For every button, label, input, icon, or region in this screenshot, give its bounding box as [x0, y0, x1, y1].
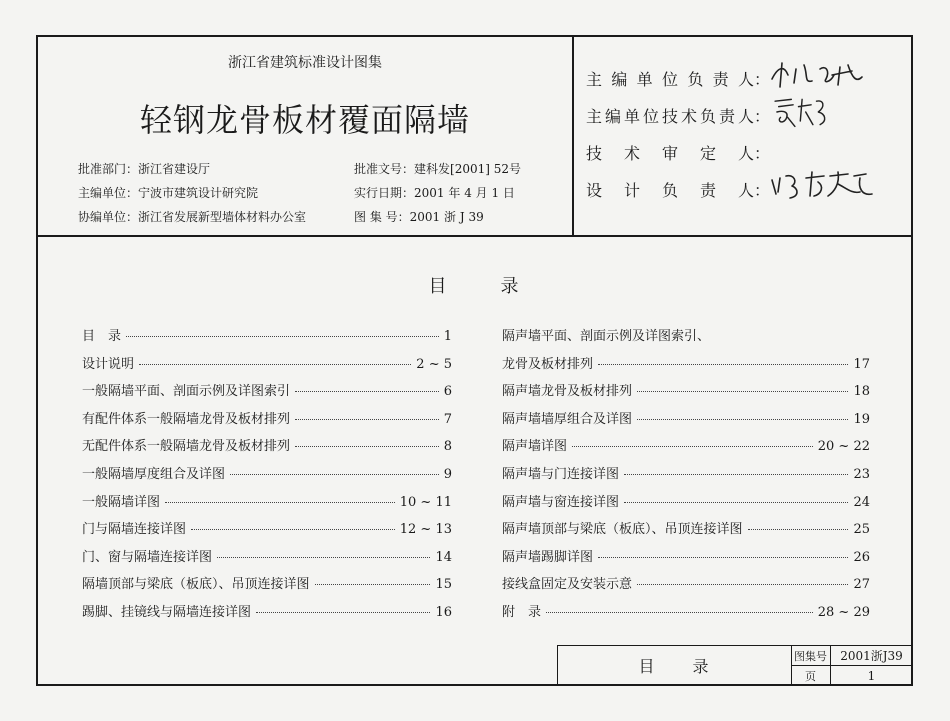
toc-entry-page: 1	[443, 329, 452, 344]
meta-value: 建科发[2001] 52号	[414, 162, 522, 176]
role-label: 主编单位负责人	[586, 70, 754, 89]
leader-dots	[598, 557, 848, 558]
toc-heading	[38, 272, 911, 298]
toc-entry[interactable]	[502, 325, 870, 353]
toc-entry[interactable]	[502, 408, 870, 436]
toc-entry-page: 15	[435, 577, 452, 593]
meta-effective-date: 实行日期：2001 年 4 月 1 日	[354, 186, 515, 200]
toc-entry[interactable]	[82, 463, 452, 491]
role-label: 设计负责人	[586, 181, 754, 200]
leader-dots	[256, 612, 430, 613]
meta-co-unit: 协编单位：浙江省发展新型墙体材料办公室	[78, 210, 307, 224]
toc-entry[interactable]	[502, 353, 870, 381]
leader-dots	[748, 529, 849, 530]
meta-atlas-no: 图 集 号：2001 浙 J 39	[354, 210, 484, 224]
role-tech-reviewer: 技术审定人：	[586, 141, 770, 178]
leader-dots	[315, 584, 431, 585]
toc-entry-title: 隔声墙与门连接详图	[502, 466, 620, 482]
meta-label: 实行日期	[354, 186, 403, 200]
toc-entry-page: 19	[853, 411, 870, 427]
page-label: 页	[791, 666, 831, 685]
toc-entry[interactable]	[502, 546, 870, 574]
toc-entry[interactable]	[502, 491, 870, 519]
toc-entry-title: 隔声墙顶部与梁底（板底）、吊顶连接详图	[502, 522, 743, 538]
toc-entry-page: 20 ~ 22	[817, 439, 870, 455]
header-divider	[38, 235, 911, 237]
leader-dots	[295, 446, 439, 447]
meta-approval-dept: 批准部门：浙江省建设厅	[78, 162, 211, 176]
toc-entry-title: 一般隔墙平面、剖面示例及详图索引	[82, 384, 291, 400]
title-block-char: 目	[638, 657, 657, 676]
title-block-title	[558, 646, 792, 685]
toc-entry-title: 无配件体系一般隔墙龙骨及板材排列	[82, 439, 291, 455]
toc-entry[interactable]	[82, 491, 452, 519]
meta-label: 主编单位	[78, 186, 127, 200]
role-design-head: 设计负责人：	[586, 178, 770, 215]
toc-entry-page: 27	[853, 577, 870, 593]
meta-chief-unit: 主编单位：宁波市建筑设计研究院	[78, 186, 259, 200]
atlas-number-value: 2001浙J39	[831, 646, 912, 666]
meta-value: 浙江省建设厅	[138, 162, 211, 176]
atlas-title: 轻钢龙骨板材覆面隔墙	[139, 101, 470, 139]
meta-value: 2001 年 4 月 1 日	[414, 186, 515, 200]
meta-label: 协编单位	[78, 210, 127, 224]
leader-dots	[139, 364, 411, 365]
toc-entry-title: 隔声墙平面、剖面示例及详图索引、	[502, 329, 711, 344]
toc-entry-title: 门与隔墙连接详图	[82, 522, 187, 538]
leader-dots	[572, 446, 813, 447]
toc-entry-page: 8	[443, 439, 452, 455]
toc-entry[interactable]	[502, 463, 870, 491]
leader-dots	[624, 502, 848, 503]
toc-entry-title: 门、窗与隔墙连接详图	[82, 549, 213, 565]
toc-heading-char: 录	[500, 276, 521, 297]
toc-entry-title: 隔声墙与窗连接详图	[502, 494, 620, 510]
toc-entry-title: 隔声墙详图	[502, 439, 568, 455]
toc-entry-page: 17	[853, 356, 870, 372]
meta-value: 宁波市建筑设计研究院	[138, 186, 259, 200]
leader-dots	[217, 557, 430, 558]
toc-entry-page: 24	[853, 494, 870, 510]
toc-entry[interactable]	[82, 353, 452, 381]
toc-entry[interactable]	[502, 573, 870, 601]
toc-entry[interactable]	[82, 435, 452, 463]
role-label: 技术审定人	[586, 144, 754, 163]
meta-label: 批准部门	[78, 162, 127, 176]
toc-entry-page: 7	[443, 411, 452, 427]
leader-dots	[637, 391, 848, 392]
toc-entry-page: 9	[443, 466, 452, 482]
handwritten-signature	[768, 168, 878, 204]
toc-entry[interactable]	[82, 325, 452, 353]
toc-entry[interactable]	[502, 518, 870, 546]
toc-entry[interactable]	[82, 546, 452, 574]
leader-dots	[295, 419, 439, 420]
drawing-frame	[36, 35, 913, 686]
toc-entry-page: 10 ~ 11	[399, 494, 452, 510]
toc-entry-title: 踢脚、挂镜线与隔墙连接详图	[82, 604, 252, 620]
handwritten-signature	[768, 94, 838, 130]
handwritten-signature	[768, 57, 868, 93]
title-block	[557, 645, 913, 686]
toc-entry[interactable]	[82, 380, 452, 408]
toc-entry[interactable]	[502, 435, 870, 463]
series-title: 浙江省建筑标准设计图集	[228, 55, 382, 71]
toc-entry-title: 附 录	[502, 604, 542, 620]
toc-entry-page: 26	[853, 549, 870, 565]
toc-entry[interactable]	[502, 380, 870, 408]
toc-entry[interactable]	[82, 601, 452, 629]
toc-left-column	[82, 325, 452, 629]
toc-entry-title: 隔声墙踢脚详图	[502, 549, 594, 565]
role-label: 主编单位技术负责人	[586, 107, 754, 126]
meta-label: 批准文号	[354, 162, 403, 176]
leader-dots	[624, 474, 848, 475]
leader-dots	[230, 474, 439, 475]
meta-approval-no: 批准文号：建科发[2001] 52号	[354, 162, 522, 176]
title-block-char: 录	[692, 657, 711, 676]
leader-dots	[637, 584, 848, 585]
toc-entry[interactable]	[82, 518, 452, 546]
meta-label: 图 集 号	[354, 210, 398, 224]
toc-entry[interactable]	[82, 408, 452, 436]
role-chief-tech-head: 主编单位技术负责人：	[586, 104, 770, 141]
page-number: 1	[867, 668, 876, 683]
meta-value: 浙江省发展新型墙体材料办公室	[138, 210, 307, 224]
toc-entry-page: 6	[443, 384, 452, 400]
toc-entry-page: 16	[435, 604, 452, 620]
leader-dots	[295, 391, 439, 392]
toc-entry-page: 28 ~ 29	[817, 604, 870, 620]
toc-entry-page: 14	[435, 549, 452, 565]
toc-entry-title: 隔声墙墙厚组合及详图	[502, 411, 633, 427]
toc-entry-page: 23	[853, 466, 870, 482]
role-chief-unit-head: 主编单位负责人：	[586, 67, 770, 104]
toc-entry-title: 隔墙顶部与梁底（板底）、吊顶连接详图	[82, 577, 310, 593]
toc-entry-title: 一般隔墙详图	[82, 494, 161, 510]
leader-dots	[637, 419, 848, 420]
toc-entry-page: 25	[853, 522, 870, 538]
toc-entry-title: 目 录	[82, 329, 122, 344]
toc-entry-title: 隔声墙龙骨及板材排列	[502, 384, 633, 400]
toc-entry-title: 接线盒固定及安装示意	[502, 577, 633, 593]
toc-entry[interactable]	[502, 601, 870, 629]
toc-entry-title: 龙骨及板材排列	[502, 356, 594, 372]
atlas-number-label: 图集号	[791, 646, 831, 666]
toc-entry[interactable]	[82, 573, 452, 601]
leader-dots	[191, 529, 395, 530]
toc-entry-title: 有配件体系一般隔墙龙骨及板材排列	[82, 411, 291, 427]
toc-entry-title: 一般隔墙厚度组合及详图	[82, 466, 226, 482]
leader-dots	[165, 502, 395, 503]
toc-heading-char: 目	[428, 276, 449, 297]
leader-dots	[598, 364, 848, 365]
responsibility-block	[586, 67, 770, 215]
leader-dots	[126, 336, 439, 337]
toc-entry-page: 12 ~ 13	[399, 522, 452, 538]
toc-right-column	[502, 325, 870, 629]
header-vertical-divider	[572, 37, 574, 235]
meta-value: 2001 浙 J 39	[409, 210, 484, 224]
toc-entry-title: 设计说明	[82, 356, 135, 372]
leader-dots	[546, 612, 813, 613]
toc-entry-page: 2 ~ 5	[416, 356, 452, 372]
toc-entry-page: 18	[853, 384, 870, 400]
